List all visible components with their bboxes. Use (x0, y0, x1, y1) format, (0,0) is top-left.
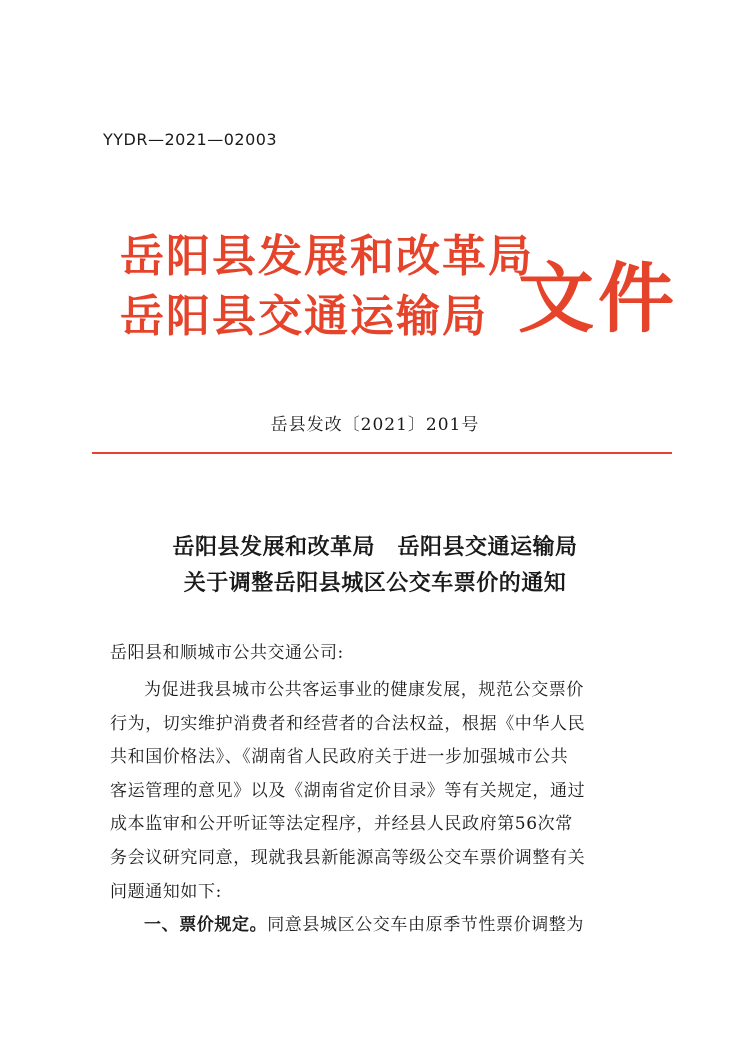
body-line: 成本监审和公开听证等法定程序，并经县人民政府第56次常 (110, 814, 573, 835)
body-line: 问题通知如下: (110, 881, 222, 902)
issue-number: 岳县发改〔2021〕201号 (270, 415, 480, 435)
red-letterhead (120, 216, 678, 346)
body-line: 行为，切实维护消费者和经营者的合法权益，根据《中华人民 (110, 713, 586, 734)
section-1-heading: 一、票价规定。 (144, 915, 268, 936)
body-line: 为促进我县城市公共客运事业的健康发展，规范公交票价 (144, 680, 584, 700)
body-text (110, 674, 650, 943)
body-line: 务会议研究同意，现就我县新能源高等级公交车票价调整有关 (110, 847, 586, 868)
letterhead-line-1: 岳阳县发展和改革局 (120, 231, 534, 282)
salutation: 岳阳县和顺城市公共交通公司: (110, 643, 344, 663)
section-1-line (110, 909, 650, 943)
section-1-text: 同意县城区公交车由原季节性票价调整为 (267, 915, 585, 936)
red-divider (92, 452, 672, 454)
letterhead-suffix: 文件 (518, 254, 678, 343)
document-title-line-2: 关于调整岳阳县城区公交车票价的通知 (183, 570, 567, 596)
document-title-line-1: 岳阳县发展和改革局 岳阳县交通运输局 (172, 534, 578, 560)
body-line: 客运管理的意见》以及《湖南省定价目录》等有关规定，通过 (110, 780, 586, 801)
body-line: 共和国价格法》、《湖南省人民政府关于进一步加强城市公共 (110, 747, 569, 768)
document-code: YYDR—2021—02003 (103, 130, 278, 149)
letterhead-line-2: 岳阳县交通运输局 (120, 291, 488, 342)
